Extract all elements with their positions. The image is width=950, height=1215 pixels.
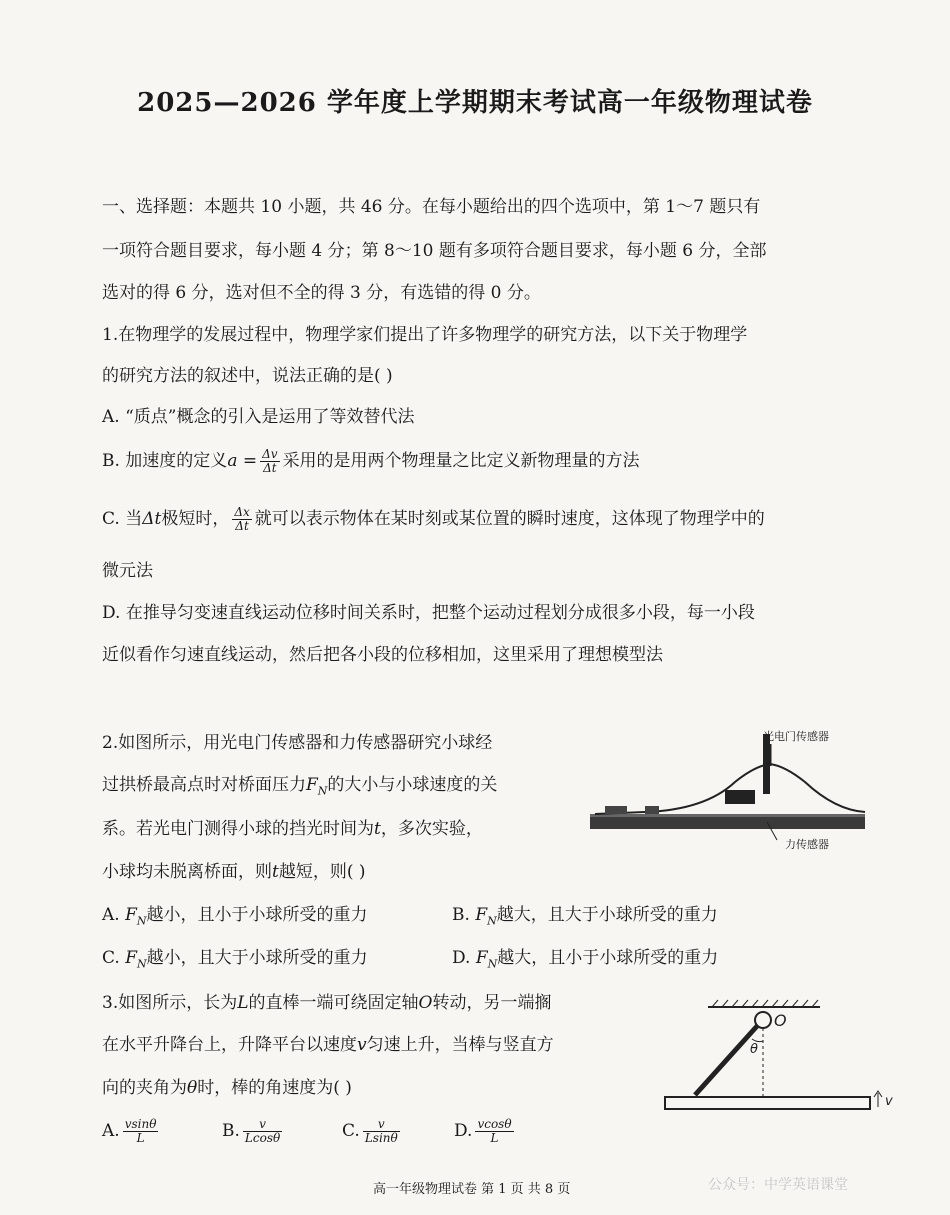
q3-rod-platform-figure — [660, 995, 900, 1120]
q3-option-letter: A. — [102, 1121, 120, 1141]
q1-option-c-prefix: C. 当 — [102, 509, 143, 529]
q3-stem-3-prefix: 向的夹角为 — [102, 1078, 187, 1098]
q3-stem-line-3 — [102, 1073, 352, 1098]
q3-stem-1-var: L — [237, 993, 249, 1013]
q3-stem-1-var2: O — [418, 993, 433, 1013]
q1-option-d-line-2: 近似看作匀速直线运动，然后把各小段的位移相加，这里采用了理想模型法 — [102, 645, 663, 665]
q1-option-b-fraction — [260, 448, 279, 475]
q2-option-text: 越小，且大于小球所受的重力 — [146, 948, 368, 968]
fraction-denominator: L — [490, 1131, 499, 1145]
section-instructions-line-2: 一项符合题目要求，每小题 4 分；第 8～10 题有多项符合题目要求，每小题 6 分，全部 — [102, 241, 767, 261]
ceiling-hatching — [712, 1000, 818, 1007]
q3-option-fraction — [123, 1118, 159, 1145]
q2-fn-sub: N — [136, 914, 147, 928]
pivot-o-label: O — [774, 1011, 787, 1030]
q2-stem-line-1: 2.如图所示，用光电门传感器和力传感器研究小球经 — [102, 733, 493, 753]
q1-option-b-prefix: B. 加速度的定义 — [102, 451, 228, 471]
q3-option-letter: C. — [342, 1121, 360, 1141]
q2-fn-sub: N — [137, 957, 147, 971]
q3-option-c — [342, 1118, 403, 1145]
q1-option-c-fraction — [232, 506, 251, 533]
q3-option-letter: B. — [222, 1121, 240, 1141]
q2-option-letter: B. — [452, 905, 476, 925]
q2-option-text: 越大，且小于小球所受的重力 — [497, 948, 719, 968]
q1-option-c-suffix: 就可以表示物体在某时刻或某位置的瞬时速度，这体现了物理学中的 — [254, 509, 765, 529]
q3-option-fraction — [475, 1118, 513, 1145]
q2-fn-sub: N — [487, 957, 498, 971]
q3-option-a — [102, 1118, 161, 1145]
q3-stem-1-suffix: 转动，另一端搁 — [432, 993, 552, 1013]
fraction-denominator: Lsinθ — [364, 1131, 398, 1145]
q1-option-b — [102, 446, 640, 475]
q2-fn-var: F — [475, 948, 488, 968]
force-sensor-block — [725, 790, 755, 804]
q1-option-b-suffix: 采用的是用两个物理量之比定义新物理量的方法 — [282, 451, 640, 471]
q2-stem-2-suffix: 的大小与小球速度的关 — [327, 775, 498, 795]
fraction-numerator: v — [363, 1118, 400, 1132]
q2-stem-4-var: t — [272, 862, 279, 882]
q3-stem-2-prefix: 在水平升降台上，升降平台以速度 — [102, 1035, 357, 1055]
q2-stem-4-suffix: 越短，则( ) — [278, 862, 366, 882]
fraction-numerator: Δv — [262, 447, 278, 461]
force-sensor-label: 力传感器 — [785, 838, 829, 851]
q2-option-c — [102, 943, 368, 970]
track-base — [590, 814, 865, 829]
q1-option-c-mid: 极短时， — [161, 509, 230, 529]
q2-stem-4-prefix: 小球均未脱离桥面，则 — [102, 862, 272, 882]
section-instructions-line-1: 一、选择题：本题共 10 小题，共 46 分。在每小题给出的四个选项中，第 1～7 题只有 — [102, 197, 761, 217]
q3-option-d — [454, 1118, 517, 1145]
q1-option-b-lhs: a = — [227, 451, 258, 471]
q1-stem-line-1: 1.在物理学的发展过程中，物理学家们提出了许多物理学的研究方法，以下关于物理学 — [102, 325, 748, 345]
q3-stem-1-prefix: 3.如图所示，长为 — [102, 993, 238, 1013]
fraction-numerator: vsinθ — [124, 1117, 157, 1131]
fraction-numerator: vcosθ — [477, 1117, 512, 1131]
photogate-sensor-label: 光电门传感器 — [763, 730, 829, 743]
fraction-denominator: Δt — [263, 461, 277, 475]
section-instructions-line-3: 选对的得 6 分，选对但不全的得 3 分，有选错的得 0 分。 — [102, 283, 541, 303]
q2-fn-sub: N — [487, 914, 497, 928]
q2-option-letter: D. — [452, 948, 476, 968]
q3-option-b — [222, 1118, 285, 1145]
q2-stem-3-prefix: 系。若光电门测得小球的挡光时间为 — [102, 819, 374, 839]
launch-block — [605, 806, 627, 814]
q3-stem-1-mid: 的直棒一端可绕固定轴 — [248, 993, 419, 1013]
q1-stem-line-2: 的研究方法的叙述中，说法正确的是( ) — [102, 366, 393, 386]
q3-option-fraction — [243, 1118, 282, 1145]
q1-option-c-var: Δt — [142, 509, 162, 529]
page-footer: 高一年级物理试卷 第 1 页 共 8 页 — [373, 1182, 571, 1197]
q2-stem-line-2 — [102, 770, 497, 797]
q2-fn-var: F — [125, 948, 138, 968]
q2-stem-2-prefix: 过拱桥最高点时对桥面压力 — [102, 775, 306, 795]
velocity-label: v — [885, 1094, 893, 1109]
lifting-platform — [665, 1097, 870, 1109]
q2-option-b — [452, 900, 718, 927]
q3-stem-3-suffix: 时，棒的角速度为( ) — [197, 1078, 352, 1098]
fraction-numerator: v — [243, 1118, 282, 1132]
q3-stem-line-1 — [102, 988, 551, 1013]
q2-fn-var: F — [125, 905, 137, 925]
q1-option-d-line-1: D. 在推导匀变速直线运动位移时间关系时，把整个运动过程划分成很多小段，每一小段 — [102, 603, 755, 623]
q2-option-a — [102, 900, 368, 927]
q3-option-letter: D. — [454, 1121, 473, 1141]
arch-bridge-curve — [595, 764, 865, 814]
q2-stem-2-var: F — [306, 775, 318, 795]
q1-option-a: A. “质点”概念的引入是运用了等效替代法 — [102, 407, 415, 427]
fraction-denominator: Δt — [235, 519, 249, 533]
q2-fn-var: F — [475, 905, 488, 925]
q1-option-c — [102, 504, 765, 533]
q2-option-letter: A. — [102, 905, 126, 925]
q2-stem-line-4 — [102, 857, 366, 882]
q3-option-fraction — [363, 1118, 400, 1145]
q2-option-letter: C. — [102, 948, 126, 968]
q2-option-d — [452, 943, 718, 970]
q2-stem-2-sub: N — [317, 784, 328, 798]
q3-stem-3-var: θ — [187, 1078, 198, 1098]
rod — [695, 1025, 758, 1095]
q2-arch-bridge-figure — [585, 722, 875, 862]
q3-stem-2-var: v — [357, 1035, 367, 1055]
fraction-denominator: L — [136, 1131, 145, 1145]
theta-label: θ — [750, 1042, 758, 1057]
q2-option-text: 越大，且大于小球所受的重力 — [496, 905, 718, 925]
watermark-text: 公众号：中学英语课堂 — [708, 1177, 848, 1193]
fraction-numerator: Δx — [234, 505, 250, 519]
small-block — [645, 806, 659, 814]
fraction-denominator: Lcosθ — [244, 1131, 281, 1145]
q2-stem-line-3 — [102, 814, 483, 839]
q2-stem-3-var: t — [374, 819, 381, 839]
q1-option-c-line-2: 微元法 — [102, 561, 153, 581]
q3-stem-line-2 — [102, 1030, 554, 1055]
q3-stem-2-suffix: 匀速上升，当棒与竖直方 — [366, 1035, 554, 1055]
q2-stem-3-suffix: ，多次实验， — [380, 819, 483, 839]
page-title: 2025—2026 学年度上学期期末考试高一年级物理试卷 — [137, 88, 813, 118]
q2-option-text: 越小，且小于小球所受的重力 — [146, 905, 368, 925]
